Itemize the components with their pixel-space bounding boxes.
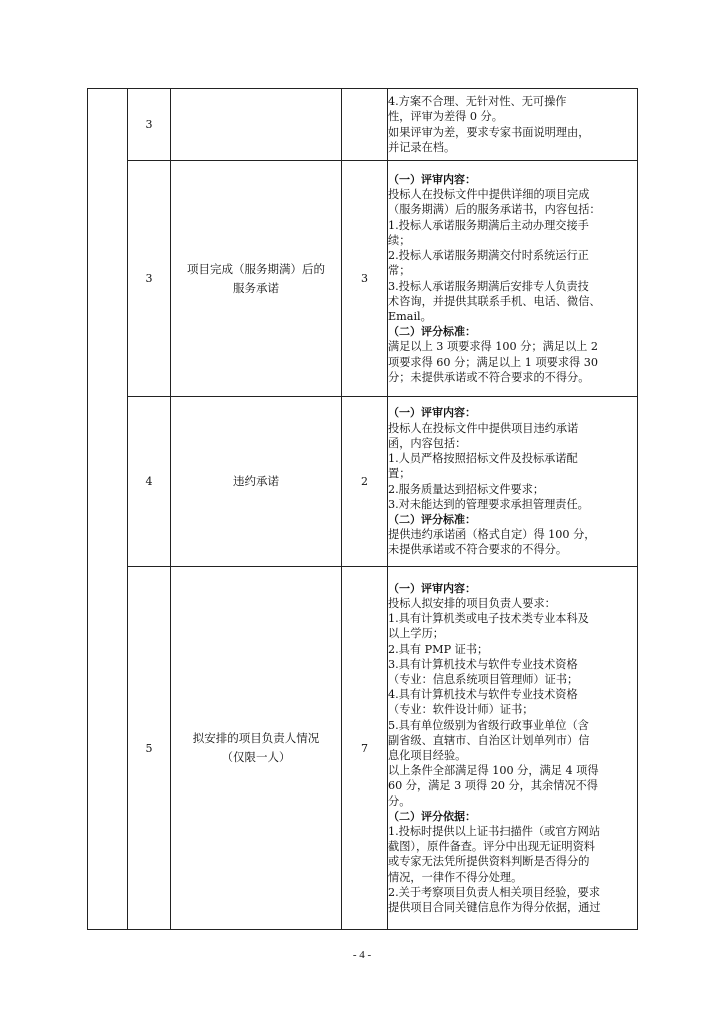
criteria-line: （服务期满）后的服务承诺书，内容包括：	[388, 203, 601, 217]
criteria-line: 提供违约承诺函（格式自定）得 100 分，	[388, 528, 596, 542]
criteria-cell	[388, 397, 638, 567]
item-score	[342, 89, 388, 161]
criteria-line: 1.投标时提供以上证书扫描件（或官方网站	[388, 825, 601, 839]
criteria-line: 1.人员严格按照招标文件及投标承诺配	[388, 452, 578, 466]
criteria-line: 3.对未能达到的管理要求承担管理责任。	[388, 497, 589, 511]
category-cell	[88, 89, 128, 930]
criteria-line: 副省级、直辖市、自治区计划单列市）信	[388, 733, 590, 747]
criteria-line: 分；未提供承诺或不符合要求的不得分。	[388, 370, 590, 384]
criteria-line: 续；	[388, 233, 411, 247]
criteria-line: 4.方案不合理、无针对性、无可操作	[388, 95, 567, 109]
criteria-line: 术咨询，并提供其联系手机、电话、微信、	[388, 294, 601, 308]
criteria-line: 性，评审为差得 0 分。	[388, 110, 503, 124]
criteria-line: 提供项目合同关键信息作为得分依据，通过	[388, 901, 601, 915]
criteria-line: 60 分，满足 3 项得 20 分，其余情况不得	[388, 779, 598, 793]
table-row	[88, 567, 638, 930]
item-score: 3	[342, 161, 388, 397]
criteria-line: 分。	[388, 794, 411, 808]
criteria-cell	[388, 567, 638, 930]
criteria-line: 投标人在投标文件中提供详细的项目完成	[388, 188, 590, 202]
item-number: 5	[128, 567, 171, 930]
criteria-cell	[388, 89, 638, 161]
criteria-line: 以上条件全部满足得 100 分，满足 4 项得	[388, 764, 599, 778]
criteria-line: 常；	[388, 264, 411, 278]
criteria-line: 3.投标人承诺服务期满后安排专人负责技	[388, 279, 589, 293]
criteria-line: 2.服务质量达到招标文件要求；	[388, 482, 545, 496]
criteria-line: 2.具有 PMP 证书；	[388, 642, 489, 656]
criteria-line: 2.投标人承诺服务期满交付时系统运行正	[388, 249, 589, 263]
item-name-line: 项目完成（服务期满）后的	[187, 261, 325, 276]
item-score: 7	[342, 567, 388, 930]
criteria-line: 函，内容包括：	[388, 436, 467, 450]
criteria-line: 2.关于考察项目负责人相关项目经验，要求	[388, 885, 601, 899]
criteria-line: 5.具有单位级别为省级行政事业单位（含	[388, 718, 589, 732]
criteria-line: 1.投标人承诺服务期满后主动办理交接手	[388, 218, 589, 232]
item-number: 3	[128, 89, 171, 161]
item-name-line: 违约承诺	[233, 474, 279, 488]
criteria-heading: （二）评分标准：	[388, 512, 476, 526]
criteria-heading: （一）评审内容：	[388, 406, 476, 420]
page-number: - 4 -	[352, 949, 372, 961]
criteria-line: 未提供承诺或不符合要求的不得分。	[388, 543, 568, 557]
criteria-line: 并记录在档。	[388, 140, 456, 154]
criteria-line: 或专家无法凭所提供资料判断是否得分的	[388, 855, 590, 869]
criteria-line: 3.具有计算机技术与软件专业技术资格	[388, 657, 578, 671]
criteria-line: （专业：信息系统项目管理师）证书；	[388, 672, 579, 686]
item-name	[171, 161, 342, 397]
criteria-cell	[388, 161, 638, 397]
item-name-line: 拟安排的项目负责人情况	[192, 731, 320, 745]
criteria-line: 截图），原件备查。评分中出现无证明资料	[388, 840, 595, 854]
item-name	[171, 567, 342, 930]
criteria-line: 满足以上 3 项要求得 100 分；满足以上 2	[388, 340, 598, 354]
criteria-heading: （二）评分依据：	[388, 809, 476, 823]
item-name-line: 服务承诺	[233, 280, 279, 295]
criteria-line: 4.具有计算机技术与软件专业技术资格	[388, 688, 578, 702]
item-name	[171, 89, 342, 161]
item-name-line: （仅限一人）	[221, 750, 291, 764]
table-row	[88, 161, 638, 397]
criteria-line: 1.具有计算机类或电子技术类专业本科及	[388, 612, 589, 626]
item-number: 4	[128, 397, 171, 567]
criteria-heading: （二）评分标准：	[388, 325, 476, 339]
criteria-heading: （一）评审内容：	[388, 173, 476, 187]
criteria-line: 如果评审为差，要求专家书面说明理由，	[388, 125, 590, 139]
item-number: 3	[128, 161, 171, 397]
criteria-line: 情况，一律作不得分处理。	[388, 870, 523, 884]
table-row	[88, 89, 638, 161]
criteria-line: Email。	[388, 309, 432, 323]
table-row	[88, 397, 638, 567]
criteria-line: 项要求得 60 分；满足以上 1 项要求得 30	[388, 355, 598, 369]
item-score: 2	[342, 397, 388, 567]
criteria-heading: （一）评审内容：	[388, 581, 476, 595]
criteria-line: 以上学历；	[388, 627, 444, 641]
criteria-line: 投标人在投标文件中提供项目违约承诺	[388, 421, 579, 435]
item-name	[171, 397, 342, 567]
criteria-line: （专业：软件设计师）证书；	[388, 703, 534, 717]
criteria-line: 置；	[388, 467, 411, 481]
criteria-line: 投标人拟安排的项目负责人要求：	[388, 596, 556, 610]
criteria-line: 息化项目经验。	[388, 749, 467, 762]
scoring-table	[87, 88, 638, 930]
